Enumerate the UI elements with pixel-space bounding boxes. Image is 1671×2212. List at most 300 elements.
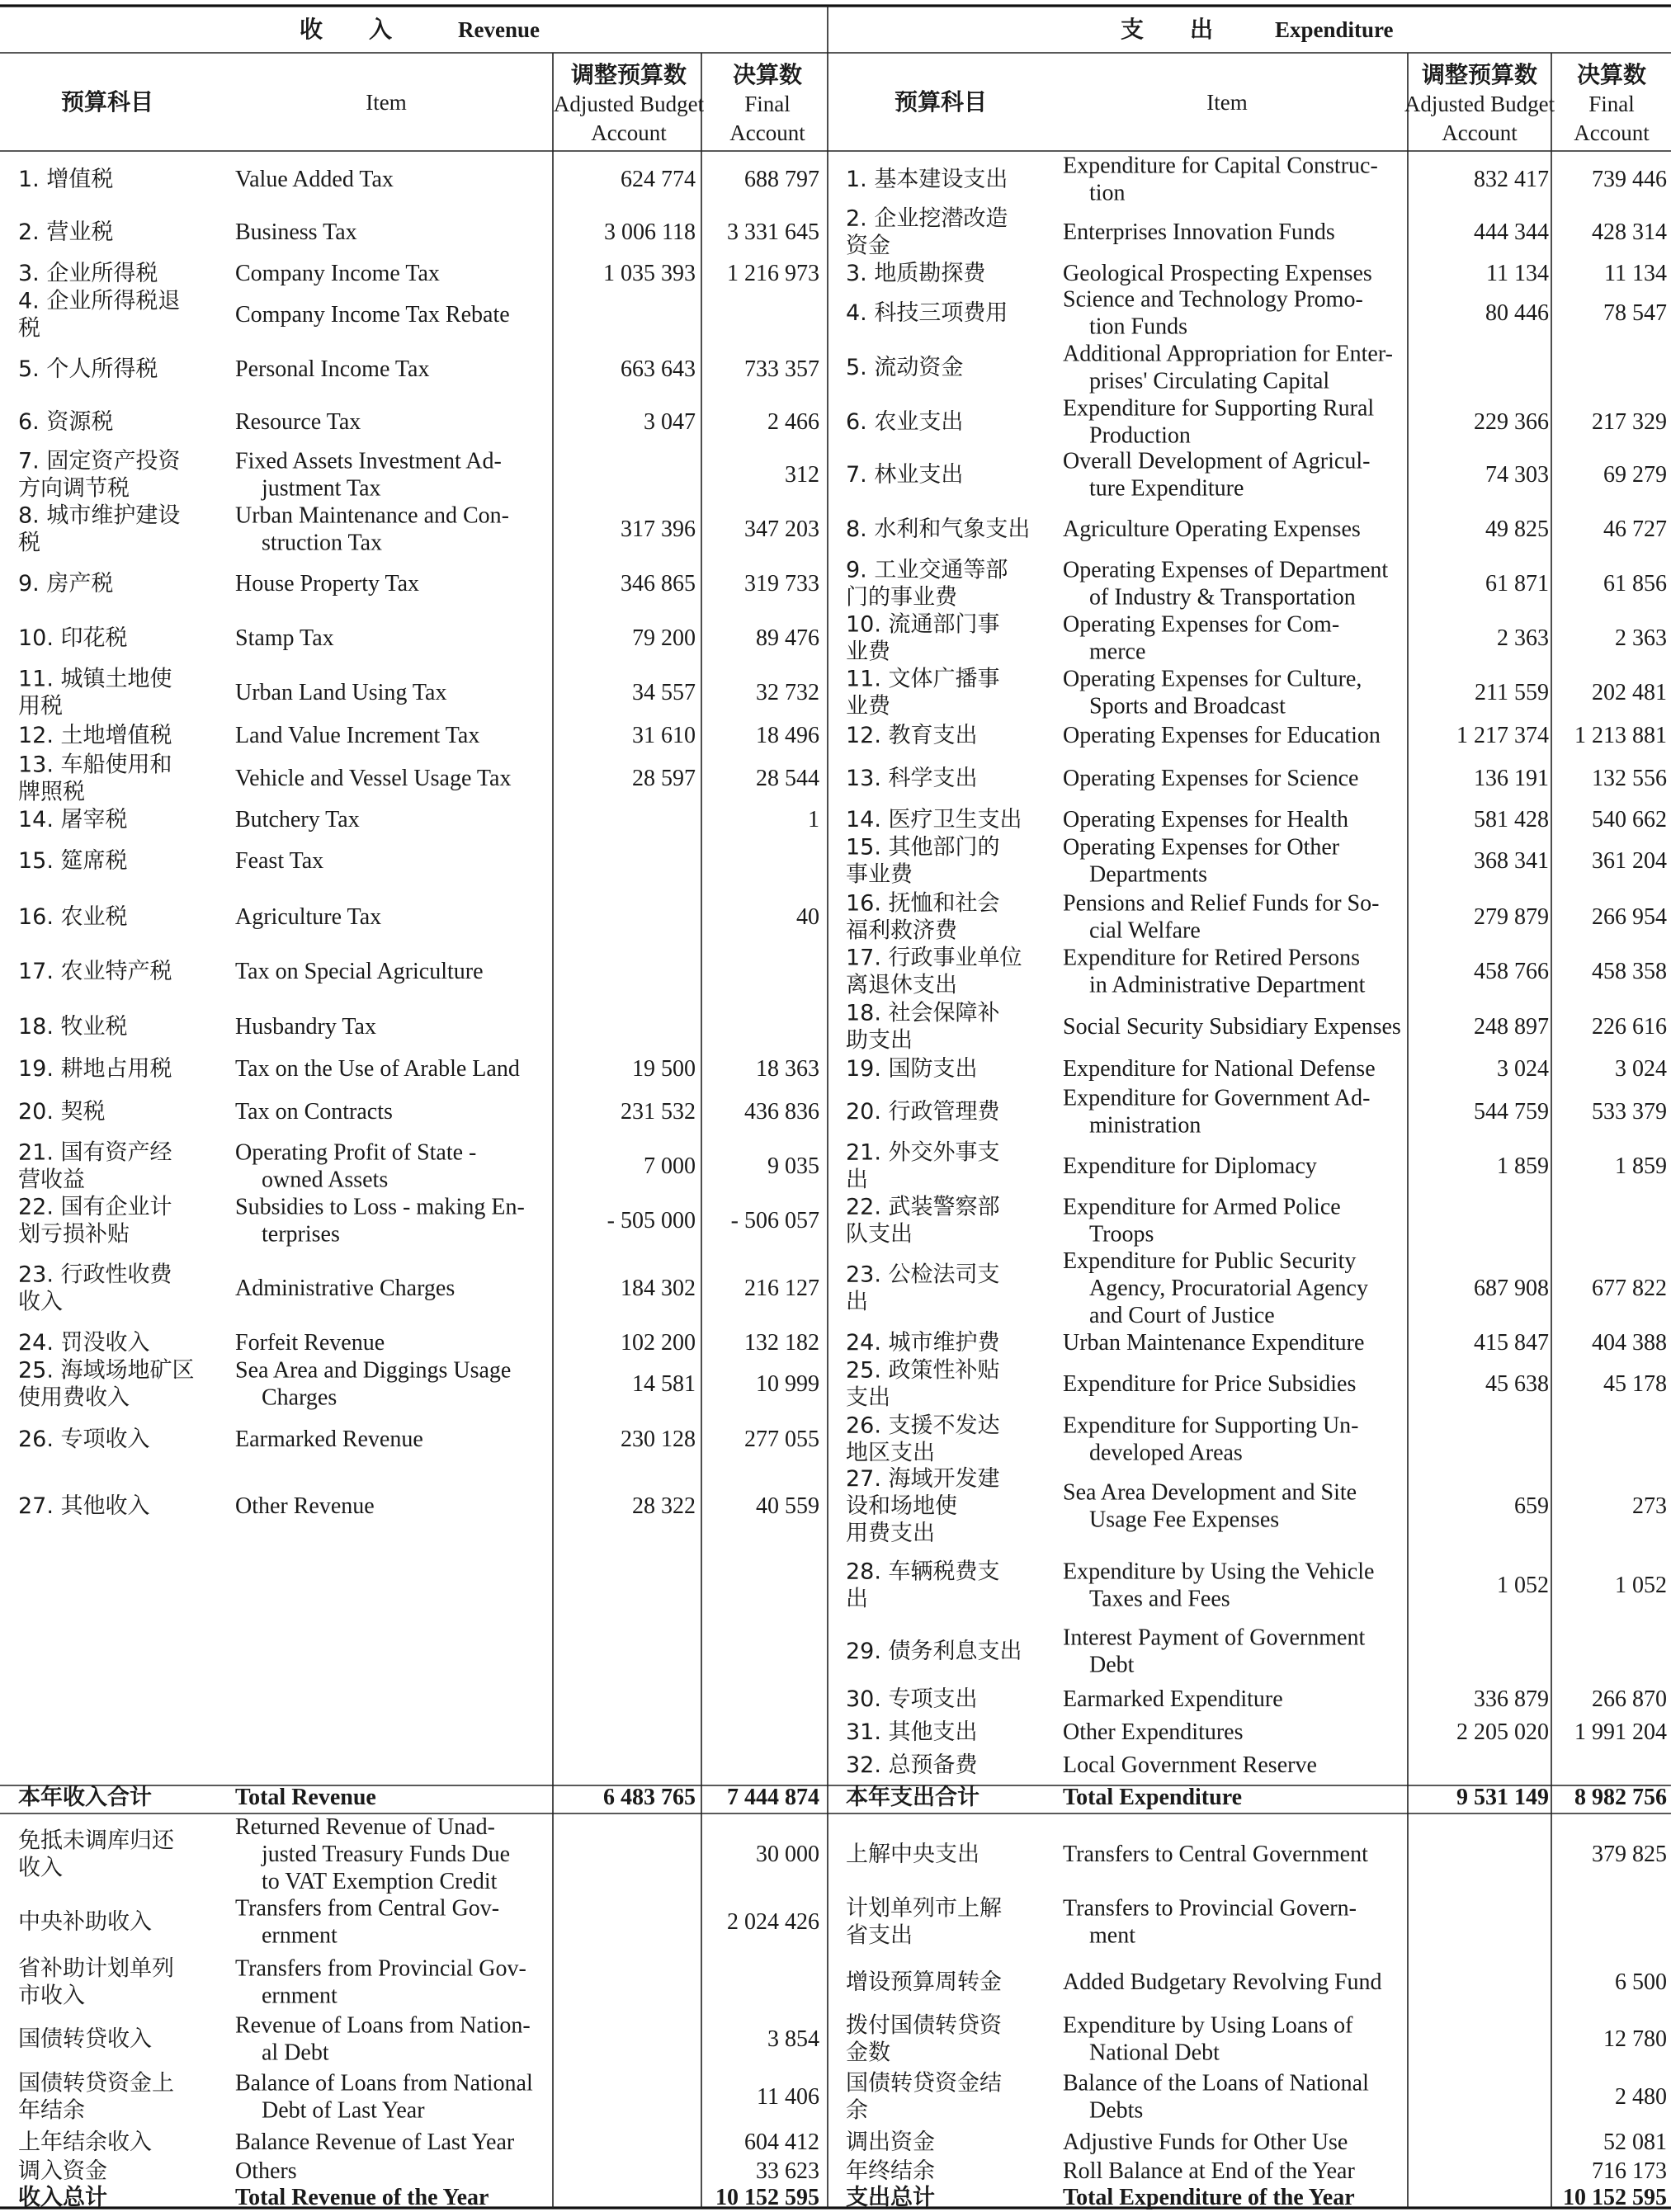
revenue-transfer-rows: [18, 1814, 819, 2184]
revenue-row-subject: 12. 土地增值税: [18, 723, 172, 748]
expenditure-row-subject: 12. 教育支出: [846, 723, 978, 748]
revenue-transfer-subject: 免抵未调库归还: [18, 1828, 174, 1854]
expenditure-row-adjusted: 3 024: [1497, 1056, 1549, 1082]
expenditure-row-item: Expenditure by Using the Vehicle: [1063, 1559, 1375, 1585]
revenue-final-header-en: Final: [744, 92, 791, 116]
expenditure-row-item: Operating Expenses for Health: [1063, 807, 1348, 832]
revenue-transfer-item: ernment: [262, 1983, 338, 2009]
expenditure-row-item: Expenditure for Supporting Un-: [1063, 1413, 1359, 1439]
revenue-row-item: Value Added Tax: [235, 167, 394, 192]
revenue-row-final: 347 203: [744, 516, 819, 542]
expenditure-row-final: 69 279: [1603, 462, 1667, 488]
total-revenue-adjusted: 6 483 765: [603, 1785, 696, 1810]
expenditure-row-item: Geological Prospecting Expenses: [1063, 261, 1372, 286]
revenue-row-item: Urban Land Using Tax: [235, 680, 447, 705]
expenditure-row-subject: 福利救济费: [846, 917, 957, 944]
grand-total-revenue-label: 收入总计: [18, 2185, 107, 2210]
grand-total-expenditure-label: 支出总计: [846, 2185, 935, 2210]
revenue-row-adjusted: 230 128: [621, 1427, 696, 1452]
expenditure-row-item: Troops: [1089, 1221, 1154, 1247]
revenue-row-final: - 506 057: [730, 1208, 819, 1233]
expenditure-row-subject: 19. 国防支出: [846, 1056, 978, 1082]
revenue-row-final: 40: [796, 904, 819, 930]
grand-total-revenue-label-en: Total Revenue of the Year: [235, 2185, 489, 2210]
expenditure-row-final: 458 358: [1592, 959, 1667, 984]
expenditure-transfer-subject: 计划单列市上解: [846, 1895, 1002, 1922]
expenditure-row-subject: 15. 其他部门的: [846, 834, 1000, 861]
expenditure-row-final: 2 363: [1615, 625, 1667, 651]
total-revenue-label: 本年收入合计: [18, 1785, 152, 1810]
expenditure-row-adjusted: 248 897: [1474, 1014, 1549, 1040]
revenue-row-final: 18 496: [756, 723, 819, 748]
revenue-row-adjusted: 1 035 393: [603, 261, 696, 286]
expenditure-row-subject: 11. 文体广播事: [846, 666, 1000, 692]
revenue-row-item: Husbandry Tax: [235, 1014, 376, 1040]
expenditure-row-adjusted: 2 363: [1497, 625, 1549, 651]
expenditure-row-subject: 13. 科学支出: [846, 766, 978, 791]
expenditure-transfer-final: 52 081: [1603, 2129, 1667, 2155]
expenditure-row-item: Interest Payment of Government: [1063, 1625, 1366, 1651]
expenditure-row-final: 361 204: [1592, 848, 1667, 874]
revenue-row-item: Urban Maintenance and Con-: [235, 502, 509, 529]
revenue-row-item: Administrative Charges: [235, 1276, 456, 1301]
expenditure-row-subject: 24. 城市维护费: [846, 1330, 1000, 1356]
expenditure-row-item: Local Government Reserve: [1063, 1752, 1317, 1778]
expenditure-row-subject: 9. 工业交通等部: [846, 557, 1008, 583]
expenditure-row-subject: 20. 行政管理费: [846, 1099, 1000, 1125]
revenue-transfer-subject: 上年结余收入: [18, 2129, 152, 2155]
revenue-row-subject: 5. 个人所得税: [18, 356, 158, 382]
revenue-transfer-subject: 年结余: [18, 2097, 85, 2124]
revenue-row-item: House Property Tax: [235, 571, 420, 597]
revenue-transfer-item: to VAT Exemption Credit: [262, 1869, 498, 1894]
expenditure-row-subject: 6. 农业支出: [846, 409, 964, 435]
expenditure-transfer-subject: 省支出: [846, 1922, 913, 1949]
expenditure-row-item: Usage Fee Expenses: [1089, 1507, 1280, 1533]
expenditure-row-item: Expenditure for Public Security: [1063, 1248, 1357, 1274]
revenue-row-item: Personal Income Tax: [235, 356, 430, 382]
revenue-row-subject: 11. 城镇土地使: [18, 666, 172, 692]
revenue-row-item: owned Assets: [262, 1167, 389, 1193]
expenditure-transfer-item: Adjustive Funds for Other Use: [1063, 2129, 1348, 2155]
expenditure-row-adjusted: 61 871: [1485, 571, 1549, 597]
expenditure-transfer-item: Transfers to Provincial Govern-: [1063, 1895, 1357, 1922]
expenditure-transfer-subject: 余: [846, 2097, 868, 2124]
revenue-row-adjusted: 3 006 118: [604, 219, 696, 245]
revenue-row-subject: 8. 城市维护建设: [18, 502, 181, 529]
expenditure-row-final: 132 556: [1592, 766, 1667, 791]
expenditure-transfer-item: Added Budgetary Revolving Fund: [1063, 1969, 1382, 1995]
revenue-row-subject: 税: [18, 315, 40, 342]
expenditure-row-subject: 业费: [846, 639, 890, 665]
total-revenue-final: 7 444 874: [727, 1785, 819, 1810]
expenditure-final-header-en2: Account: [1574, 120, 1650, 145]
expenditure-row-final: 61 856: [1603, 571, 1667, 597]
expenditure-adjusted-header-en: Adjusted Budget: [1404, 92, 1555, 116]
expenditure-row-subject: 出: [846, 1289, 868, 1315]
revenue-transfer-item: justed Treasury Funds Due: [262, 1842, 511, 1867]
expenditure-row-item: Agriculture Operating Expenses: [1063, 516, 1361, 542]
expenditure-transfer-subject: 金数: [846, 2040, 890, 2066]
revenue-row-adjusted: 28 322: [632, 1493, 696, 1519]
grand-total-expenditure-final: 10 152 595: [1563, 2185, 1667, 2210]
revenue-transfer-subject: 国债转贷收入: [18, 2026, 152, 2052]
revenue-row-adjusted: 31 610: [632, 723, 696, 748]
expenditure-row-adjusted: 136 191: [1474, 766, 1549, 791]
expenditure-row-item: in Administrative Department: [1089, 972, 1366, 998]
revenue-row-item: justment Tax: [262, 475, 381, 502]
expenditure-transfer-subject: 拨付国债转贷资: [846, 2012, 1002, 2039]
revenue-row-item: Other Revenue: [235, 1493, 375, 1519]
expenditure-item-header: Item: [1206, 90, 1248, 115]
revenue-budget-subject-header: 预算科目: [60, 88, 154, 116]
expenditure-row-subject: 32. 总预备费: [846, 1752, 978, 1778]
revenue-row-subject: 3. 企业所得税: [18, 261, 158, 286]
expenditure-row-item: Production: [1089, 422, 1191, 449]
expenditure-row-adjusted: 2 205 020: [1456, 1719, 1549, 1745]
revenue-row-subject: 25. 海域场地矿区: [18, 1357, 195, 1384]
expenditure-row-subject: 用费支出: [846, 1521, 935, 1546]
revenue-transfer-item: Returned Revenue of Unad-: [235, 1814, 495, 1840]
revenue-row-subject: 24. 罚没收入: [18, 1330, 150, 1356]
expenditure-row-item: ture Expenditure: [1089, 475, 1244, 502]
revenue-row-final: 89 476: [756, 625, 819, 651]
revenue-row-subject: 税: [18, 530, 40, 556]
revenue-row-item: Earmarked Revenue: [235, 1427, 423, 1452]
expenditure-adjusted-header-en2: Account: [1442, 120, 1518, 145]
revenue-row-item: Subsidies to Loss - making En-: [235, 1194, 525, 1220]
revenue-row-final: 3 331 645: [727, 219, 819, 245]
expenditure-transfer-subject: 调出资金: [846, 2129, 935, 2155]
expenditure-row-item: Urban Maintenance Expenditure: [1063, 1330, 1365, 1356]
expenditure-row-adjusted: 368 341: [1474, 848, 1549, 874]
expenditure-row-final: 3 024: [1615, 1056, 1667, 1082]
revenue-row-adjusted: 14 581: [632, 1371, 696, 1397]
expenditure-row-final: 540 662: [1592, 807, 1667, 832]
revenue-row-subject: 21. 国有资产经: [18, 1139, 172, 1166]
revenue-row-item: Feast Tax: [235, 848, 324, 874]
expenditure-row-subject: 离退休支出: [846, 972, 957, 998]
expenditure-row-adjusted: 1 052: [1497, 1573, 1549, 1598]
expenditure-row-item: ministration: [1089, 1112, 1201, 1139]
expenditure-row-item: Social Security Subsidiary Expenses: [1063, 1014, 1401, 1040]
revenue-transfer-final: 2 024 426: [727, 1909, 819, 1935]
expenditure-row-final: 226 616: [1592, 1014, 1667, 1040]
revenue-row-subject: 牌照税: [18, 779, 85, 805]
revenue-row-subject: 收入: [18, 1289, 63, 1315]
revenue-row-item: Vehicle and Vessel Usage Tax: [235, 766, 512, 791]
revenue-row-item: Resource Tax: [235, 409, 361, 435]
expenditure-row-item: Expenditure for Supporting Rural: [1063, 395, 1375, 422]
revenue-row-final: 132 182: [744, 1330, 819, 1356]
expenditure-row-adjusted: 336 879: [1474, 1686, 1549, 1712]
expenditure-row-item: cial Welfare: [1089, 917, 1201, 944]
revenue-transfer-subject: 市收入: [18, 1983, 85, 2009]
expenditure-row-item: Operating Expenses for Other: [1063, 834, 1340, 861]
revenue-row-subject: 20. 契税: [18, 1099, 106, 1125]
expenditure-row-item: Pensions and Relief Funds for So-: [1063, 890, 1380, 917]
expenditure-row-subject: 23. 公检法司支: [846, 1262, 1000, 1288]
revenue-transfer-final: 30 000: [756, 1842, 819, 1867]
expenditure-row-final: 78 547: [1603, 300, 1667, 326]
revenue-row-item: Charges: [262, 1384, 338, 1411]
revenue-row-final: 9 035: [767, 1153, 819, 1179]
expenditure-transfer-final: 12 780: [1603, 2026, 1667, 2052]
revenue-transfer-subject: 中央补助收入: [18, 1909, 152, 1935]
expenditure-row-subject: 26. 支援不发达: [846, 1413, 1000, 1439]
expenditure-row-subject: 14. 医疗卫生支出: [846, 807, 1022, 832]
revenue-row-item: struction Tax: [262, 530, 383, 556]
revenue-row-final: 688 797: [744, 167, 819, 192]
expenditure-row-subject: 门的事业费: [846, 584, 957, 611]
expenditure-row-subject: 出: [846, 1586, 868, 1612]
revenue-transfer-item: Others: [235, 2158, 297, 2184]
expenditure-row-item: Agency, Procuratorial Agency: [1089, 1276, 1368, 1301]
revenue-row-item: Tax on Special Agriculture: [235, 959, 484, 984]
expenditure-row-final: 739 446: [1592, 167, 1667, 192]
revenue-row-final: 1 216 973: [727, 261, 819, 286]
expenditure-final-header-cn: 决算数: [1576, 61, 1647, 88]
expenditure-transfer-item: Expenditure by Using Loans of: [1063, 2012, 1353, 2039]
expenditure-row-item: prises' Circulating Capital: [1089, 368, 1330, 394]
expenditure-row-final: 1 991 204: [1574, 1719, 1667, 1745]
expenditure-row-item: developed Areas: [1089, 1440, 1243, 1466]
expenditure-row-adjusted: 832 417: [1474, 167, 1549, 192]
expenditure-row-subject: 25. 政策性补贴: [846, 1357, 1000, 1384]
total-expenditure-label-en: Total Expenditure: [1063, 1785, 1243, 1810]
revenue-row-final: 277 055: [744, 1427, 819, 1452]
expenditure-row-adjusted: 415 847: [1474, 1330, 1549, 1356]
expenditure-row-item: and Court of Justice: [1089, 1303, 1275, 1328]
expenditure-row-final: 217 329: [1592, 409, 1667, 435]
expenditure-transfer-item: National Debt: [1089, 2040, 1220, 2066]
expenditure-row-adjusted: 45 638: [1485, 1371, 1549, 1397]
revenue-row-adjusted: 184 302: [621, 1276, 696, 1301]
revenue-row-final: 28 544: [756, 766, 819, 791]
expenditure-row-adjusted: 659: [1514, 1493, 1549, 1519]
expenditure-row-item: Operating Expenses for Com-: [1063, 611, 1340, 638]
revenue-row-item: Butchery Tax: [235, 807, 360, 832]
revenue-row-subject: 26. 专项收入: [18, 1427, 150, 1452]
revenue-row-adjusted: 28 597: [632, 766, 696, 791]
revenue-row-subject: 22. 国有企业计: [18, 1194, 172, 1220]
expenditure-row-item: Expenditure for Government Ad-: [1063, 1085, 1371, 1111]
expenditure-row-item: Expenditure for National Defense: [1063, 1056, 1376, 1082]
expenditure-row-item: Expenditure for Armed Police: [1063, 1194, 1341, 1220]
expenditure-row-item: merce: [1089, 639, 1146, 665]
expenditure-row-subject: 资金: [846, 233, 890, 259]
grand-total-revenue-final: 10 152 595: [715, 2185, 819, 2210]
revenue-row-subject: 10. 印花税: [18, 625, 128, 651]
expenditure-row-item: Earmarked Expenditure: [1063, 1686, 1283, 1712]
expenditure-transfer-subject: 年终结余: [846, 2158, 935, 2184]
revenue-row-final: 319 733: [744, 571, 819, 597]
expenditure-transfer-final: 716 173: [1592, 2158, 1667, 2184]
revenue-row-adjusted: 317 396: [621, 516, 696, 542]
revenue-row-subject: 用税: [18, 693, 63, 719]
revenue-row-item: Sea Area and Diggings Usage: [235, 1357, 512, 1384]
expenditure-adjusted-header-cn: 调整预算数: [1421, 61, 1538, 88]
expenditure-row-subject: 27. 海域开发建: [846, 1466, 1000, 1492]
total-expenditure-label: 本年支出合计: [846, 1785, 979, 1810]
expenditure-row-subject: 21. 外交外事支: [846, 1139, 1000, 1166]
expenditure-row-adjusted: 11 134: [1486, 261, 1549, 286]
revenue-transfer-subject: 收入: [18, 1855, 63, 1881]
expenditure-row-adjusted: 1 859: [1497, 1153, 1549, 1179]
revenue-transfer-final: 33 623: [756, 2158, 819, 2184]
expenditure-row-subject: 2. 企业挖潜改造: [846, 205, 1008, 232]
revenue-row-adjusted: 231 532: [621, 1099, 696, 1125]
expenditure-row-adjusted: 211 559: [1475, 680, 1549, 705]
expenditure-row-subject: 助支出: [846, 1027, 913, 1054]
expenditure-row-adjusted: 74 303: [1485, 462, 1549, 488]
revenue-transfer-item: Debt of Last Year: [262, 2097, 425, 2124]
expenditure-row-subject: 16. 抚恤和社会: [846, 890, 1000, 917]
expenditure-row-item: Sports and Broadcast: [1089, 693, 1286, 719]
expenditure-row-item: Expenditure for Capital Construc-: [1063, 153, 1378, 179]
revenue-transfer-item: Balance Revenue of Last Year: [235, 2129, 515, 2155]
expenditure-row-subject: 8. 水利和气象支出: [846, 516, 1031, 542]
revenue-row-final: 18 363: [756, 1056, 819, 1082]
expenditure-transfer-final: 6 500: [1615, 1969, 1667, 1995]
expenditure-row-subject: 出: [846, 1167, 868, 1193]
expenditure-row-item: tion: [1089, 180, 1126, 206]
revenue-adjusted-header-cn: 调整预算数: [570, 61, 687, 88]
expenditure-row-final: 266 954: [1592, 904, 1667, 930]
revenue-row-item: Tax on Contracts: [235, 1099, 393, 1125]
expenditure-row-final: 46 727: [1603, 516, 1667, 542]
revenue-row-subject: 27. 其他收入: [18, 1493, 150, 1519]
expenditure-transfer-item: Balance of the Loans of National: [1063, 2070, 1369, 2096]
expenditure-row-adjusted: 687 908: [1474, 1276, 1549, 1301]
expenditure-row-item: Overall Development of Agricul-: [1063, 448, 1371, 474]
revenue-row-adjusted: 663 643: [621, 356, 696, 382]
revenue-row-subject: 13. 车船使用和: [18, 752, 172, 778]
expenditure-row-final: 533 379: [1592, 1099, 1667, 1125]
expenditure-transfer-subject: 上解中央支出: [846, 1842, 979, 1867]
expenditure-row-subject: 17. 行政事业单位: [846, 945, 1022, 971]
expenditure-row-subject: 设和场地使: [846, 1493, 957, 1519]
expenditure-final-header-en: Final: [1588, 92, 1635, 116]
revenue-row-final: 2 466: [767, 409, 819, 435]
expenditure-row-subject: 业费: [846, 693, 890, 719]
expenditure-row-subject: 30. 专项支出: [846, 1686, 978, 1712]
expenditure-section-title: 支 出: [1120, 16, 1213, 43]
expenditure-row-subject: 事业费: [846, 861, 913, 888]
total-expenditure-final: 8 982 756: [1574, 1785, 1667, 1810]
revenue-transfer-subject: 调入资金: [18, 2158, 107, 2184]
expenditure-row-adjusted: 1 217 374: [1456, 723, 1549, 748]
revenue-transfer-item: al Debt: [262, 2040, 329, 2066]
revenue-transfer-final: 3 854: [767, 2026, 819, 2052]
expenditure-row-item: Expenditure for Retired Persons: [1063, 945, 1361, 971]
expenditure-row-subject: 队支出: [846, 1221, 913, 1247]
expenditure-row-subject: 29. 债务利息支出: [846, 1639, 1022, 1664]
expenditure-row-item: tion Funds: [1089, 314, 1188, 340]
revenue-row-subject: 18. 牧业税: [18, 1014, 128, 1040]
revenue-adjusted-header-en: Adjusted Budget: [553, 92, 705, 116]
revenue-final-header-en2: Account: [729, 120, 805, 145]
revenue-transfer-item: Revenue of Loans from Nation-: [235, 2012, 531, 2039]
expenditure-row-subject: 31. 其他支出: [846, 1719, 978, 1745]
revenue-row-item: Company Income Tax Rebate: [235, 302, 510, 328]
expenditure-row-final: 45 178: [1603, 1371, 1667, 1397]
revenue-section-title-en: Revenue: [458, 17, 540, 42]
revenue-row-subject: 4. 企业所得税退: [18, 288, 181, 314]
revenue-transfer-final: 604 412: [744, 2129, 819, 2155]
expenditure-row-item: Operating Expenses of Department: [1063, 557, 1389, 583]
revenue-transfer-subject: 国债转贷资金上: [18, 2070, 174, 2096]
expenditure-row-adjusted: 458 766: [1474, 959, 1549, 984]
revenue-rows: [18, 167, 819, 1519]
revenue-row-adjusted: 102 200: [621, 1330, 696, 1356]
expenditure-row-item: Other Expenditures: [1063, 1719, 1244, 1745]
expenditure-transfer-item: Debts: [1089, 2097, 1144, 2124]
revenue-row-subject: 使用费收入: [18, 1384, 130, 1411]
expenditure-row-item: Taxes and Fees: [1089, 1586, 1230, 1612]
expenditure-transfer-final: 379 825: [1592, 1842, 1667, 1867]
expenditure-row-item: Science and Technology Promo-: [1063, 286, 1363, 313]
revenue-row-subject: 15. 筵席税: [18, 848, 128, 874]
revenue-row-final: 1: [808, 807, 819, 832]
expenditure-row-item: Operating Expenses for Science: [1063, 766, 1359, 791]
revenue-transfer-item: Transfers from Central Gov-: [235, 1895, 500, 1922]
expenditure-row-subject: 7. 林业支出: [846, 462, 964, 488]
expenditure-row-final: 404 388: [1592, 1330, 1667, 1356]
revenue-row-adjusted: - 505 000: [607, 1208, 696, 1233]
revenue-row-adjusted: 34 557: [632, 680, 696, 705]
revenue-transfer-subject: 省补助计划单列: [18, 1955, 174, 1982]
revenue-transfer-item: Balance of Loans from National: [235, 2070, 533, 2096]
expenditure-row-subject: 1. 基本建设支出: [846, 167, 1008, 192]
revenue-row-final: 436 836: [744, 1099, 819, 1125]
revenue-row-subject: 7. 固定资产投资: [18, 448, 181, 474]
expenditure-row-item: Departments: [1089, 861, 1208, 888]
expenditure-row-adjusted: 581 428: [1474, 807, 1549, 832]
expenditure-row-final: 266 870: [1592, 1686, 1667, 1712]
expenditure-row-item: Sea Area Development and Site: [1063, 1479, 1357, 1506]
revenue-row-item: Agriculture Tax: [235, 904, 382, 930]
revenue-row-adjusted: 79 200: [632, 625, 696, 651]
expenditure-transfer-final: 2 480: [1615, 2084, 1667, 2110]
expenditure-row-subject: 18. 社会保障补: [846, 1000, 1000, 1026]
expenditure-row-adjusted: 49 825: [1485, 516, 1549, 542]
revenue-row-item: Fixed Assets Investment Ad-: [235, 448, 502, 474]
revenue-row-adjusted: 346 865: [621, 571, 696, 597]
expenditure-budget-subject-header: 预算科目: [894, 88, 988, 116]
expenditure-row-subject: 22. 武装警察部: [846, 1194, 1000, 1220]
expenditure-row-adjusted: 544 759: [1474, 1099, 1549, 1125]
expenditure-row-item: Expenditure for Diplomacy: [1063, 1153, 1317, 1179]
total-revenue-label-en: Total Revenue: [235, 1785, 376, 1810]
expenditure-row-subject: 10. 流通部门事: [846, 611, 1000, 638]
revenue-transfer-item: Transfers from Provincial Gov-: [235, 1955, 526, 1982]
revenue-row-item: Stamp Tax: [235, 625, 334, 651]
revenue-row-item: terprises: [262, 1221, 340, 1247]
expenditure-row-final: 11 134: [1604, 261, 1667, 286]
revenue-row-item: Tax on the Use of Arable Land: [235, 1056, 520, 1082]
expenditure-row-item: Enterprises Innovation Funds: [1063, 219, 1335, 245]
revenue-final-header-cn: 决算数: [732, 61, 803, 88]
revenue-row-subject: 14. 屠宰税: [18, 807, 128, 832]
expenditure-row-subject: 28. 车辆税费支: [846, 1559, 1000, 1585]
expenditure-row-item: Debt: [1089, 1652, 1135, 1678]
revenue-row-subject: 23. 行政性收费: [18, 1262, 172, 1288]
revenue-row-subject: 9. 房产税: [18, 571, 114, 597]
expenditure-section-title-en: Expenditure: [1275, 17, 1394, 42]
expenditure-row-adjusted: 80 446: [1485, 300, 1549, 326]
expenditure-transfer-rows: [846, 1842, 1667, 2184]
